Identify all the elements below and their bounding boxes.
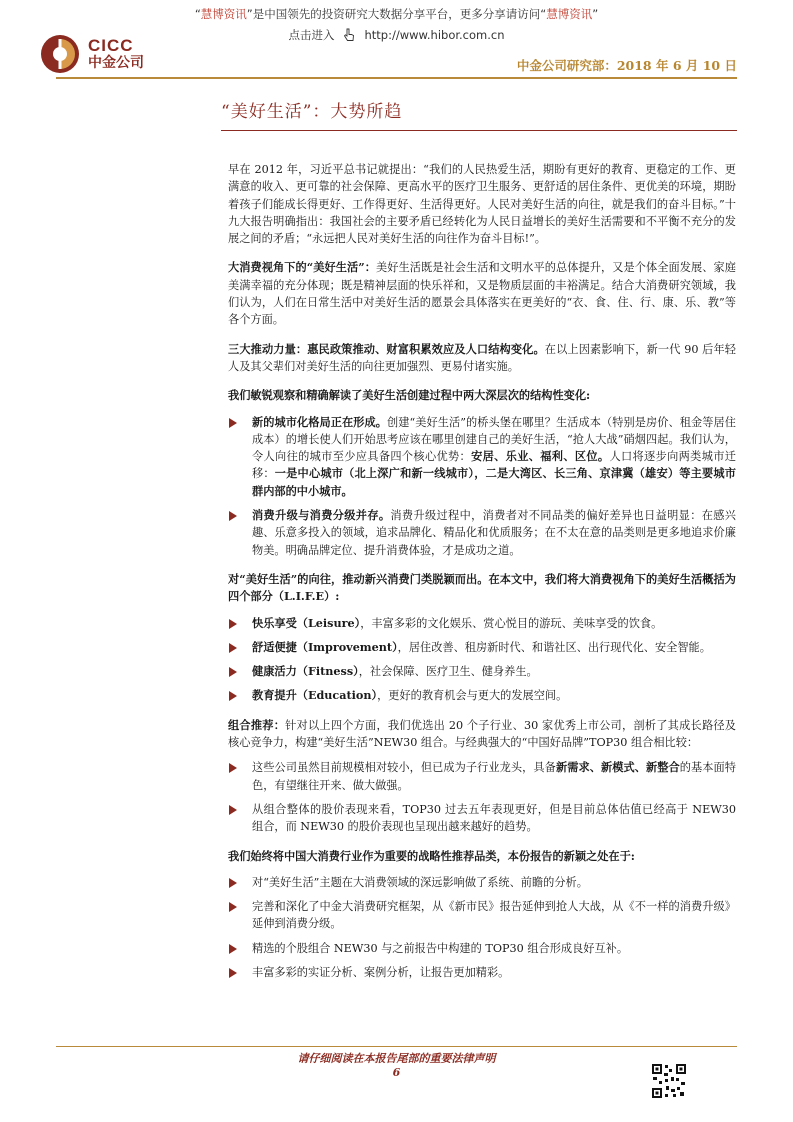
cicc-logo <box>40 34 144 74</box>
life-list <box>228 615 736 705</box>
logo-wordmark <box>88 37 144 71</box>
item-text: 精选的个股组合 NEW30 与之前报告中构建的 TOP30 组合形成良好互补。 <box>252 941 629 955</box>
list-item <box>228 874 736 891</box>
triangle-bullet-icon <box>229 763 237 773</box>
qr-code-icon <box>651 1063 687 1099</box>
comparison-list <box>228 759 736 835</box>
item-heading: 快乐享受（Leisure） <box>252 615 361 630</box>
legal-disclaimer: 请仔细阅读在本报告尾部的重要法律声明 <box>297 1052 496 1065</box>
header-divider <box>56 77 737 79</box>
novelty-list <box>228 874 736 981</box>
hand-pointer-icon[interactable] <box>342 28 356 42</box>
item-text: ，丰富多彩的文化娱乐、赏心悦目的游玩、美味享受的饮食。 <box>360 616 663 630</box>
list-item <box>228 759 736 794</box>
item-text: 对“美好生活”主题在大消费领域的深远影响做了系统、前瞻的分析。 <box>252 875 588 889</box>
para-text: 针对以上四个方面，我们优选出 20 个子行业、30 家优秀上市公司，剖析了其成长路径及核心竞争力，构建“美好生活”NEW30 组合。与经典强大的“中国好品牌”TOP30 组合相比较： <box>228 718 736 750</box>
para-heading: 大消费视角下的“美好生活”： <box>228 260 377 275</box>
triangle-bullet-icon <box>229 643 237 653</box>
item-text: ，居住改善、租房新时代、和谐社区、出行现代化、安全智能。 <box>397 640 711 654</box>
item-emphasis: 安居、乐业、福利、区位。 <box>471 449 610 464</box>
logo-cn: 中金公司 <box>88 54 144 70</box>
para-heading: 三大推动力量：惠民政策推动、财富积累效应及人口结构变化。 <box>228 341 545 356</box>
list-item <box>228 898 736 933</box>
novelty-lead: 我们始终将中国大消费行业作为重要的战略性推荐品类，本份报告的新颖之处在于: <box>228 848 635 863</box>
item-heading: 健康活力（Fitness） <box>252 664 359 679</box>
item-emphasis: 新需求、新模式、新整合 <box>555 760 680 775</box>
item-text: ，社会保障、医疗卫生、健身养生。 <box>358 665 538 679</box>
banner-url-link[interactable]: http://www.hibor.com.cn <box>364 28 505 42</box>
item-heading: 新的城市化格局正在形成。 <box>252 414 387 429</box>
triangle-bullet-icon <box>229 968 237 978</box>
banner-quote-close: ” <box>246 7 253 21</box>
list-item <box>228 615 736 632</box>
item-heading: 舒适便捷（Improvement） <box>252 639 398 654</box>
item-heading: 教育提升（Education） <box>252 688 378 703</box>
structural-changes-lead: 我们敏锐观察和精确解读了美好生活创建过程中两大深层次的结构性变化: <box>228 388 591 403</box>
consumption-view-paragraph <box>228 259 736 328</box>
banner-brand-link-2[interactable]: 慧博资讯 <box>546 7 593 21</box>
structural-changes-list <box>228 414 736 559</box>
cicc-logo-icon <box>40 34 80 74</box>
triangle-bullet-icon <box>229 667 237 677</box>
drivers-paragraph <box>228 341 736 376</box>
para-heading: 组合推荐： <box>228 717 286 732</box>
body-content <box>228 161 736 993</box>
triangle-bullet-icon <box>229 418 237 428</box>
item-text: ，更好的教育机会与更大的发展空间。 <box>377 689 568 703</box>
item-text: 完善和深化了中金大消费研究框架，从《新市民》报告延伸到抢人大战，从《不一样的消费升级》延伸到消费分级。 <box>252 900 736 931</box>
item-text: 的基本面特色，有望继往开来、做大做强。 <box>252 761 736 792</box>
footer-divider <box>56 1046 737 1047</box>
banner-click-label[interactable]: 点击进入 <box>288 28 335 42</box>
triangle-bullet-icon <box>229 878 237 888</box>
list-item <box>228 687 736 704</box>
item-text: 创建“美好生活”的桥头堡在哪里？生活成本（特别是房价、租金等居住成本）的增长使人们开始思考应该在哪里创建自己的美好生活，“抢人大战”硝烟四起。我们认为，令人向往的城市至少应具备四个核心优势： <box>252 415 736 464</box>
list-item <box>228 801 736 836</box>
para-text: 在以上因素影响下，新一代 90 后年轻人及其父辈们对美好生活的向往更加强烈、更易付诸实施。 <box>228 342 736 373</box>
banner-end-quote: ” <box>592 7 599 21</box>
header-dept-date: 中金公司研究部：2018 年 6 月 10 日 <box>516 58 737 73</box>
triangle-bullet-icon <box>229 511 237 521</box>
banner-line-1 <box>0 6 793 22</box>
item-emphasis: 一是中心城市（北上深广和新一线城市），二是大湾区、长三角、京津冀（雄安）等主要城市群内部的中小城市。 <box>252 466 736 498</box>
list-item <box>228 964 736 981</box>
triangle-bullet-icon <box>229 805 237 815</box>
item-text: 这些公司虽然目前规模相对较小，但已成为子行业龙头，具备 <box>252 761 556 775</box>
page-number: 6 <box>392 1066 401 1079</box>
triangle-bullet-icon <box>229 944 237 954</box>
banner-quote-open: “ <box>194 7 201 21</box>
list-item <box>228 414 736 500</box>
triangle-bullet-icon <box>229 691 237 701</box>
item-text: 人口将逐步向两类城市迁移： <box>252 450 736 481</box>
life-lead: 对“美好生活”的向往，推动新兴消费门类脱颖而出。在本文中，我们将大消费视角下的美好生活概括为四个部分（L.I.F.E）: <box>228 571 736 604</box>
portfolio-paragraph <box>228 717 736 752</box>
banner-brand-link-1[interactable]: 慧博资讯 <box>200 7 247 21</box>
section-title: “美好生活”：大势所趋 <box>221 102 403 122</box>
list-item <box>228 507 736 559</box>
title-underline <box>221 130 737 131</box>
triangle-bullet-icon <box>229 902 237 912</box>
intro-paragraph: 早在 2012 年，习近平总书记就提出：“我们的人民热爱生活，期盼有更好的教育、更稳定的工作、更满意的收入、更可靠的社会保障、更高水平的医疗卫生服务、更舒适的居住条件、更优美的环境，期盼着孩子们能成长得更好、工作得更好、生活得更好。人民对美好生活的向往，就是我们的奋斗目标。”十九大报告明确指出：我国社会的主要矛盾已经转化为人民日益增长的美好生活需要和不平衡不充分的发展之间的矛盾；“永远把人民对美好生活的向往作为奋斗目标!”。 <box>228 163 736 246</box>
logo-en: CICC <box>88 36 134 55</box>
list-item <box>228 663 736 680</box>
banner-text: 是中国领先的投资研究大数据分享平台，更多分享请访问“ <box>252 7 547 21</box>
item-text: 消费升级过程中，消费者对不同品类的偏好差异也日益明显：在感兴趣、乐意多投入的领域，追求品牌化、精品化和优质服务；在不太在意的品类则是更多地追求价廉物美。明确品牌定位、提升消费体验，才是成功之道。 <box>252 509 736 557</box>
list-item <box>228 940 736 957</box>
item-text: 从组合整体的股价表现来看，TOP30 过去五年表现更好，但是目前总体估值已经高于 NEW30 组合，而 NEW30 的股价表现也呈现出越来越好的趋势。 <box>252 802 736 834</box>
item-text: 丰富多彩的实证分析、案例分析，让报告更加精彩。 <box>252 965 510 979</box>
list-item <box>228 639 736 656</box>
item-heading: 消费升级与消费分级并存。 <box>252 508 391 523</box>
section-title-block <box>221 97 737 131</box>
triangle-bullet-icon <box>229 619 237 629</box>
para-text: 美好生活既是社会生活和文明水平的总体提升，又是个体全面发展、家庭美满幸福的充分体现；既是精神层面的快乐祥和，又是物质层面的丰裕满足。结合大消费研究领域，我们认为，人们在日常生活中对美好生活的愿景会具体落实在更美好的“衣、食、住、行、康、乐、教”等各个方面。 <box>228 261 736 327</box>
